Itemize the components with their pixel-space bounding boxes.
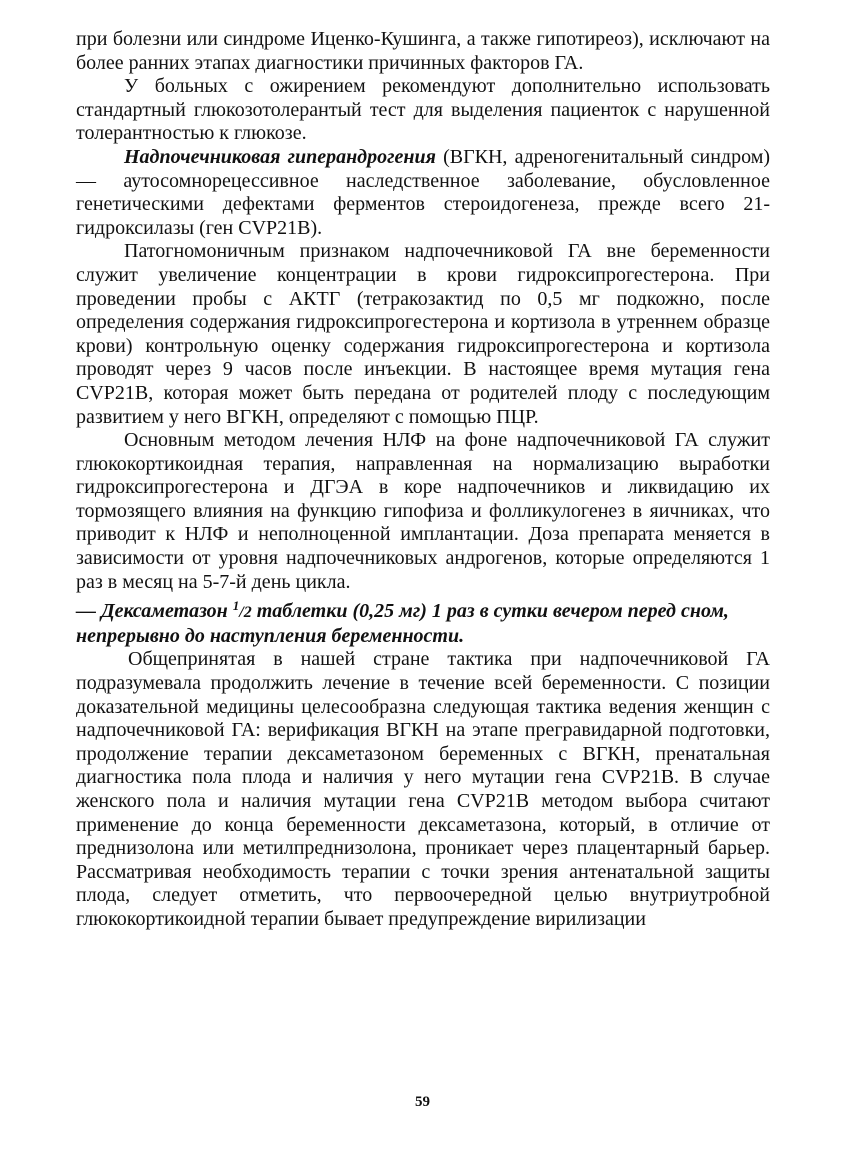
paragraph-adrenal-hyperandrogenism <box>76 146 770 240</box>
paragraph-continuation: при болезни или синдроме Иценко-Кушинга, а также гипотиреоз), исключают на более ранних этапах диагностики причинных факторов ГА. <box>76 28 770 74</box>
rx-fraction-denominator: 2 <box>243 604 252 622</box>
paragraph-pregnancy-tactics: Общепринятая в нашей стране тактика при надпочечниковой ГА подразумевала продолжить лечение в течение всей беременности. С позиции доказательной медицины целесообразна следующая тактика ведения женщин с надпочечниковой ГА: верификация ВГКН на этапе прегравидарной подготовки, продолжение терапии дексаметазоном беременных с ВГКН, пренатальная диагностика пола плода и наличия у него мутации гена CVP21B. В случае женского пола и наличия мутации гена CVP21B методом выбора считают применение до конца беременности дексаметазона, который, в отличие от преднизолона или метилпреднизолона, проникает через плацентарный барьер. Рассматривая необходимость терапии с точки зрения антенатальной защиты плода, следует отметить, что первоочередной целью внутриутробной глюкокортикоидной терапии бывает предупреждение вирилизации <box>76 648 770 930</box>
term-adrenal-hyperandrogenism: Надпочечниковая гиперандрогения <box>124 145 436 168</box>
paragraph-obesity-test: У больных с ожирением рекомендуют дополнительно использовать стандартный глюкозотолерантый тест для выделения пациенток с нарушенной толерантностью к глюкозе. <box>76 75 770 145</box>
prescription-dexamethasone <box>76 594 770 648</box>
term-definition: (ВГКН, адреногенитальный синдром) — аутосомнорецессивное наследственное заболевание, обусловленное генетическими дефектами ферментов стероидогенеза, прежде всего 21-гидроксилазы (ген CVP21B). <box>76 145 771 239</box>
rx-suffix: таблетки (0,25 мг) 1 раз в сутки вечером перед сном, непрерывно до наступления беременности. <box>76 600 729 647</box>
rx-fraction-numerator: 1 <box>232 598 240 614</box>
page-number: 59 <box>415 1094 430 1110</box>
rx-prefix: — Дексаметазон <box>76 600 233 623</box>
paragraph-treatment: Основным методом лечения НЛФ на фоне надпочечниковой ГА служит глюкокортикоидная терапия, направленная на нормализацию выработки гидроксипрогестерона и ДГЭА в коре надпочечников и ликвидацию их тормозящего влияния на функцию гипофиза и фолликулогенез в яичниках, что приводит к НЛФ и неполноценной имплантации. Доза препарата меняется в зависимости от уровня надпочечниковых андрогенов, которые определяются 1 раз в месяц на 5-7-й день цикла. <box>76 429 770 593</box>
rx-fraction-separator: / <box>239 604 244 622</box>
page-body <box>76 28 770 932</box>
paragraph-pathognomonic-sign: Патогномоничным признаком надпочечниковой ГА вне беременности служит увеличение концентрации в крови гидроксипрогестерона. При проведении пробы с АКТГ (тетракозактид по 0,5 мг подкожно, после определения содержания гидроксипрогестерона и кортизола в утреннем образце крови) контрольную оценку содержания гидроксипрогестерона и кортизола проводят через 9 часов после инъекции. В настоящее время мутация гена CVP21B, которая может быть передана от родителей плоду с последующим развитием у него ВГКН, определяют с помощью ПЦР. <box>76 240 770 428</box>
